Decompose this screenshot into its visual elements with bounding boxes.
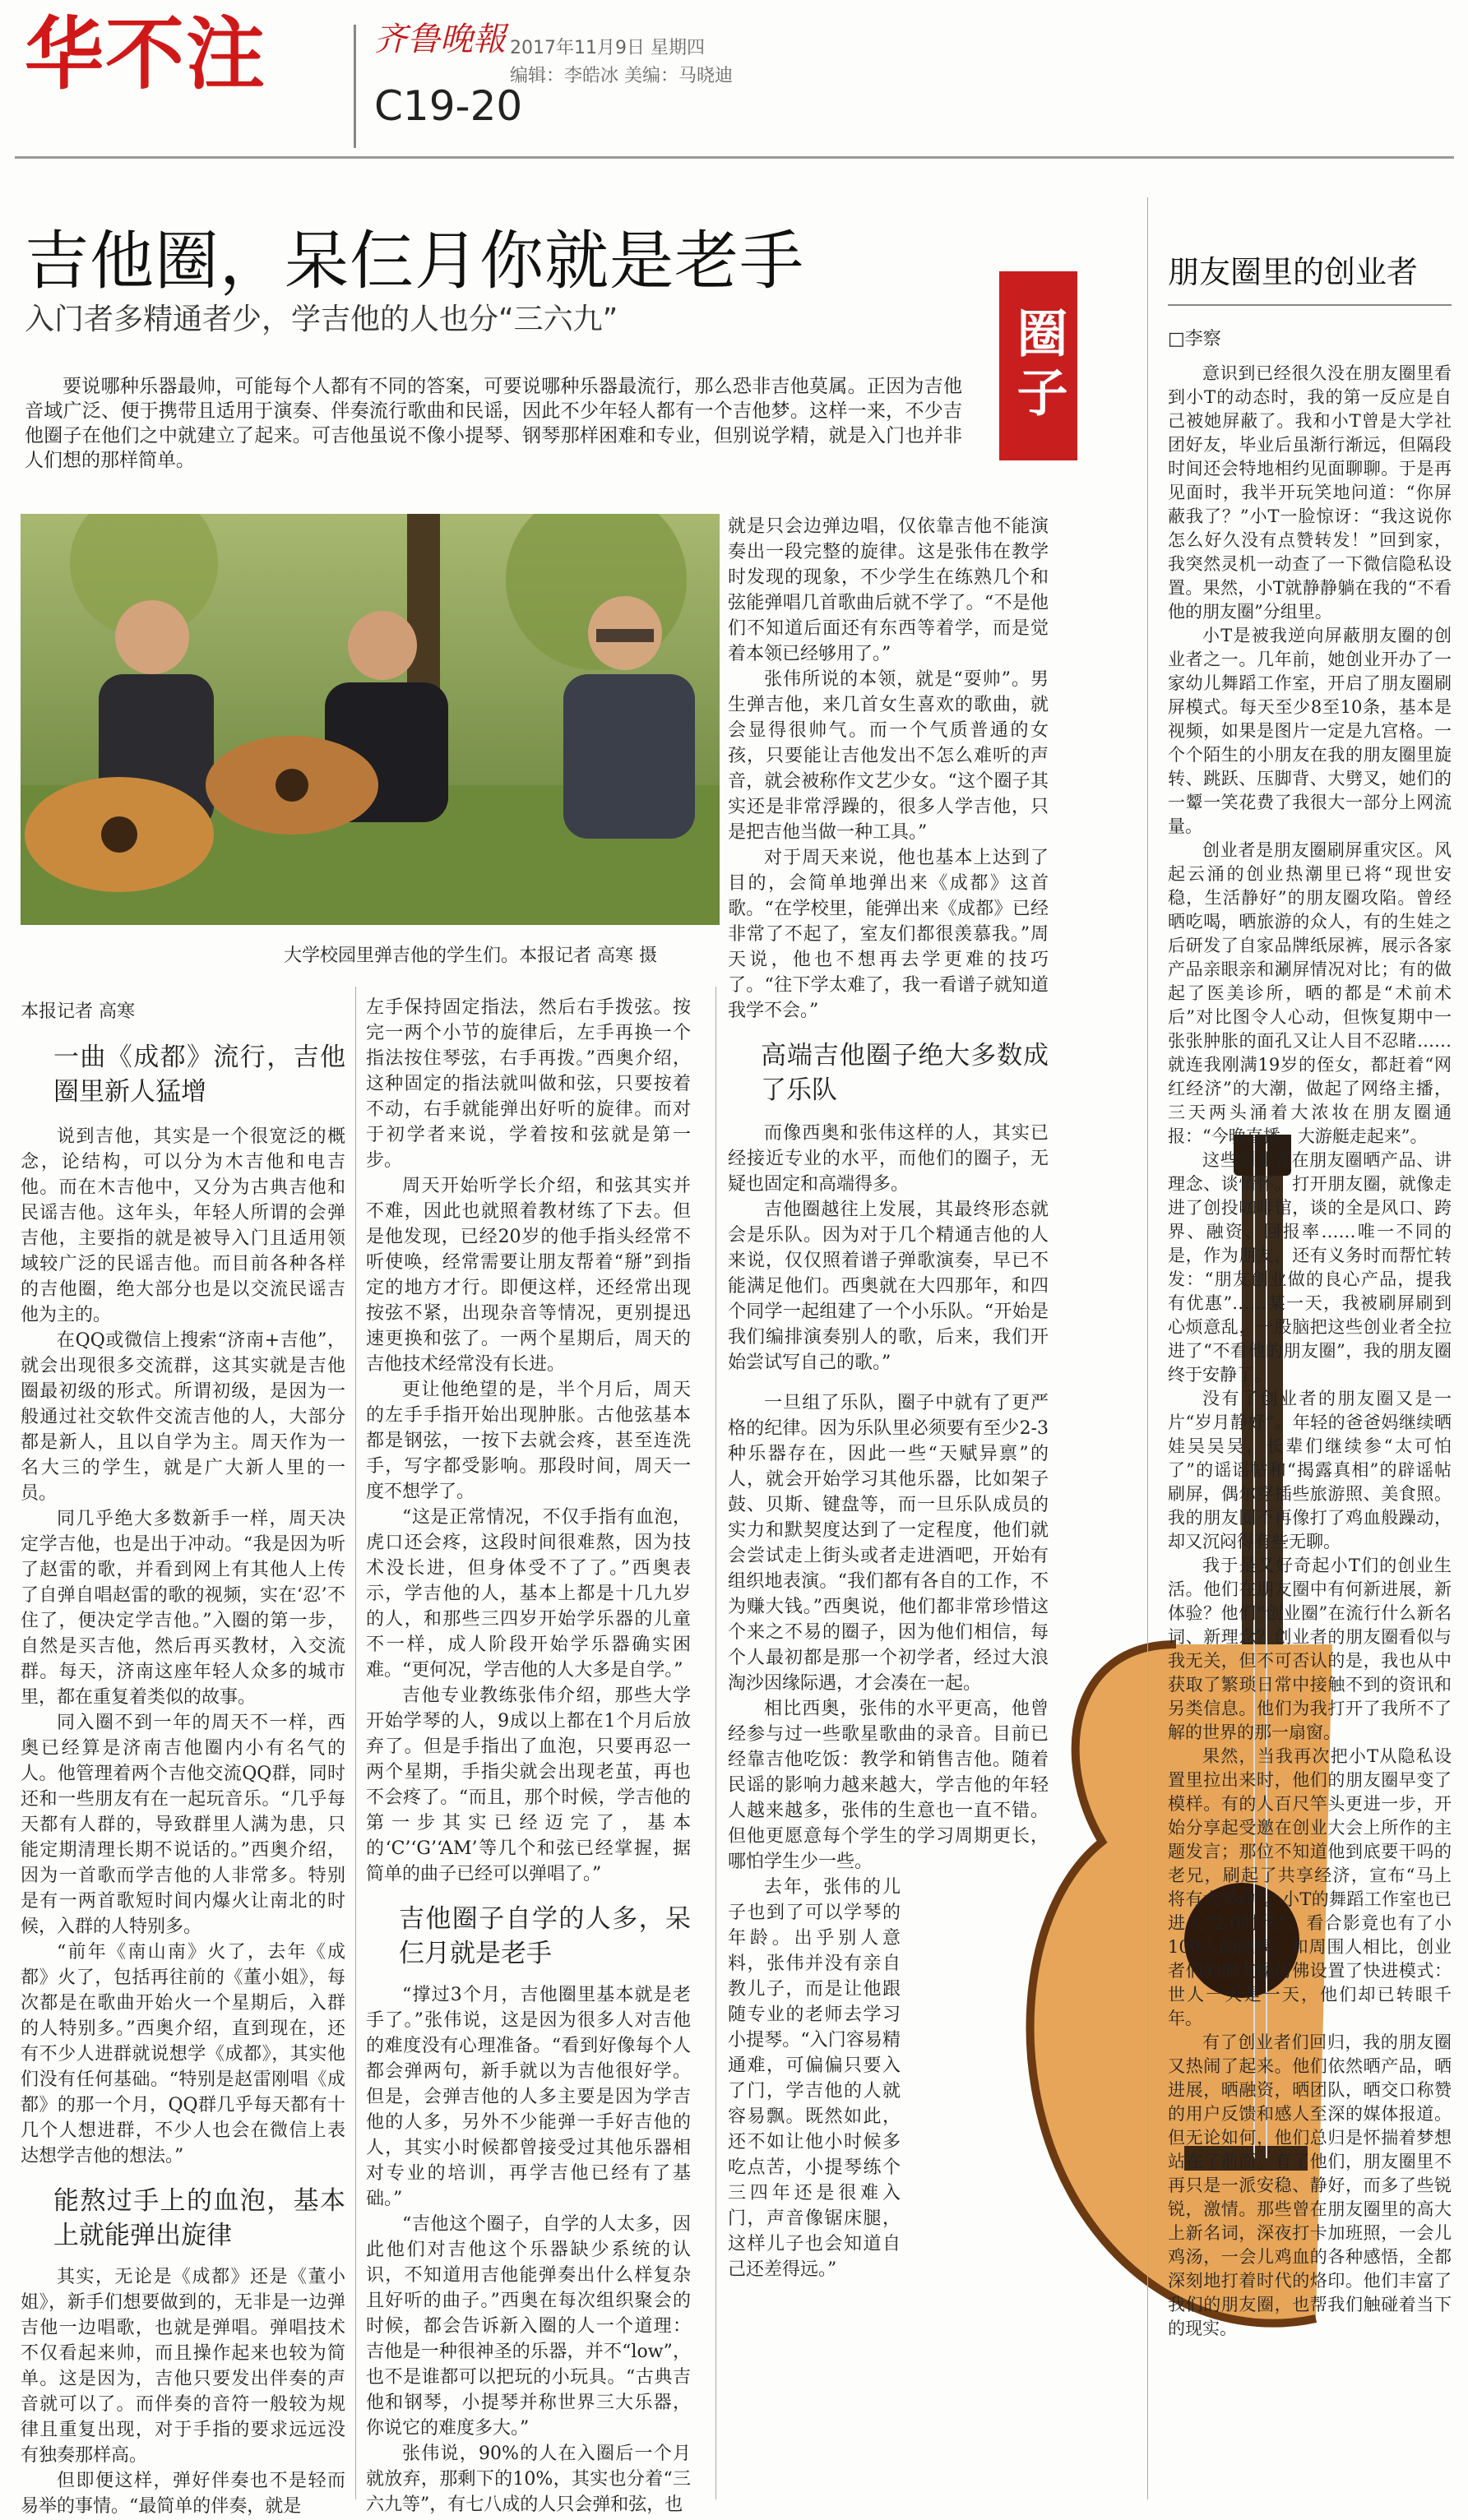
paragraph: “前年《南山南》火了，去年《成都》火了，包括再往前的《董小姐》，每次都是在歌曲开始火一个星期后，入群的人特别多。”西奥介绍，直到现在，还有不少人进群就说想学《成都》，其实他们没有任何基础。“特别是赵雷刚唱《成都》的那一个月，QQ群几乎每天都有十几个人想进群，不少人也会在微信上表达想学吉他的想法。” [21,1942,345,2166]
column-divider [715,987,716,2499]
column-3-narrow-block [728,1875,901,2282]
paragraph: 相比西奥，张伟的水平更高，他曾经参与过一些歌星歌曲的录音。目前已经靠吉他吃饭：教学和销售吉他。随着民谣的影响力越来越大，学吉他的年轻人越来越多，张伟的生意也一直不错。但他更愿意每个学生的学习周期更长，哪怕学生少一些。 [728,1699,1049,1872]
paragraph: 去年，张伟的儿子也到了可以学琴的年龄。出乎别人意料，张伟并没有亲自教儿子，而是让他跟随专业的老师去学习小提琴。“入门容易精通难，可偏偏只要入了门，学吉他的人就容易飘。既然如此，还不如让他小时候多吃点苦，小提琴练个三四年还是很难入门，声音像锯床腿，这样儿子也会知道自己还差得远。” [728,1877,901,2280]
paragraph: 没有了创业者的朋友圈又是一片“岁月静好”。年轻的爸爸妈继续晒娃吴吴吴，长辈们继续参“太可怕了”的谣谣帖和“揭露真相”的辟谣帖刷屏，偶尔穿插些旅游照、美食照。我的朋友圈不再像打了鸡血般躁动，却又沉闷得有些无聊。 [1168,1389,1452,1551]
paragraph: “撑过3个月，吉他圈里基本就是老手了。”张伟说，这是因为很多人对吉他的难度没有心理准备。“看到好像每个人都会弹两句，新手就以为吉他很好学。但是，会弹吉他的人多主要是因为学吉他的人多，另外不少能弹一手好吉他的人，其实小时候都曾接受过其他乐器相对专业的培训，再学吉他已经有了基础。” [366,1985,691,2209]
paragraph: 张伟所说的本领，就是“耍帅”。男生弹吉他，来几首女生喜欢的歌曲，就会显得很帅气。而一个气质普通的女孩，只要能让吉他发出不怎么难听的声音，就会被称作文艺少女。“这个圈子其实还是非常浮躁的，很多人学吉他，只是把吉他当做一种工具。” [728,669,1049,843]
students-guitar-photo [21,514,720,925]
paragraph: 同入圈不到一年的周天不一样，西奥已经算是济南吉他圈内小有名气的人。他管理着两个吉他交流QQ群，同时还和一些朋友有在一起玩音乐。“几乎每天都有人群的，导致群里人满为患，只能定期清理长期不说话的。”西奥介绍，因为一首歌而学吉他的人非常多。特别是有一两首歌短时间内爆火让南北的时候，入群的人特别多。 [21,1713,345,1937]
section-title: 华不注 [25,8,266,100]
paragraph: 左手保持固定指法，然后右手拨弦。按完一两个小节的旋律后，左手再换一个指法按住琴弦，右手再拨。”西奥介绍，这种固定的指法就叫做和弦，只要按着不动，右手就能弹出好听的旋律。而对于初学者来说，学着按和弦就是第一步。 [366,997,691,1171]
date-line: 2017年11月9日 星期四 [510,38,705,58]
paragraph: “吉他这个圈子，自学的人太多，因此他们对吉他这个乐器缺少系统的认识，不知道用吉他能弹奏出什么样复杂且好听的曲子。”西奥在每次组织聚会的时候，都会告诉新入圈的人一个道理：吉他是一种很神圣的乐器，并不“low”，也不是谁都可以把玩的小玩具。“古典吉他和钢琴，小提琴并称世界三大乐器，你说它的难度多大。” [366,2214,691,2439]
section-heading-1: 一曲《成都》流行，吉他圈里新人猛增 [53,1043,345,1107]
section-heading-4: 高端吉他圈子绝大多数成了乐队 [761,1041,1049,1105]
paragraph: 果然，当我再次把小T从隐私设置里拉出来时，他们的朋友圈早变了模样。有的人百尺竿头更进一步，开始分享起受邀在创业大会上所作的主题发言；那位不知道他到底要干吗的老兄，刷起了共享经济，宣布“马上将有大举动”。小T的舞蹈工作室也已进入“2.0时代”，看合影竟也有了小100人的规模。和周围人相比，创业者们的朋友圈仿佛设置了快进模式：世人一天是一天，他们却已转眼千年。 [1168,1746,1452,2028]
paragraph: 创业者是朋友圈刷屏重灾区。风起云涌的创业热潮里已将“现世安稳，生活静好”的朋友圈攻陷。曾经晒吃喝，晒旅游的众人，有的生娃之后研发了自家品牌纸尿裤，展示各家产品亲眼亲和涮屏情况对比；有的做起了医美诊所，晒的都是“术前术后”对比图令人心动，但恢复期中一张张肿胀的面孔又让人目不忍睹……就连我刚满19岁的侄女，都赶着“网红经济”的大潮，做起了网络主播，三天两头涌着大浓妆在朋友圈通报：“今晚直播，大游艇走起来”。 [1168,840,1452,1146]
article-column-1 [21,1040,345,2519]
paragraph: 意识到已经很久没在朋友圈里看到小T的动态时，我的第一反应是自己被她屏蔽了。我和小T曾是大学社团好友，毕业后虽渐行渐远，但隔段时间还会特地相约见面聊聊。于是再见面时，我半开玩笑地问道：“你屏蔽我了？”小T一脸惊讶：“我这说你怎么好久没有点赞转发！”回到家，我突然灵机一动查了一下微信隐私设置。果然，小T就静静躺在我的“不看他的朋友圈”分组里。 [1168,363,1452,622]
paragraph: 同几乎绝大多数新手一样，周天决定学吉他，也是出于冲动。“我是因为听了赵雷的歌，并看到网上有其他人上传了自弹自唱赵雷的歌的视频，实在‘忍’不住了，便决定学吉他。”入圈的第一步，自然是买吉他，然后再买教材，入交流群。每天，济南这座年轻人众多的城市里，都在重复着类似的故事。 [21,1509,345,1708]
paragraph: 说到吉他，其实是一个很宽泛的概念，论结构，可以分为木吉他和电吉他。而在木吉他中，又分为古典吉他和民谣吉他。这年头，年轻人所谓的会弹吉他，主要指的就是被导入门且适用领域较广泛的民谣吉他。而目前各种各样的吉他圈，绝大部分也是以交流民谣吉他为主的。 [21,1126,345,1325]
paragraph: 在QQ或微信上搜索“济南+吉他”，就会出现很多交流群，这其实就是吉他圈最初级的形式。所谓初级，是因为一般通过社交软件交流吉他的人，大部分都是新人，且以自学为主。周天作为一名大三的学生，就是广大新人里的一员。 [21,1330,345,1504]
sidebar-title: 朋友圈里的创业者 [1168,254,1419,290]
paragraph: 但即便这样，弹好伴奏也不是轻而易举的事情。“最简单的伴奏，就是 [21,2471,345,2517]
article-lead: 要说哪种乐器最帅，可能每个人都有不同的答案，可要说哪种乐器最流行，那么恐非吉他莫属。正因为吉他音域广泛、便于携带且适用于演奏、伴奏流行歌曲和民谣，因此不少年轻人都有一个吉他梦。这样一来，不少吉他圈子在他们之中就建立了起来。可吉他虽说不像小提琴、钢琴那样困难和专业，但别说学精，就是入门也并非人们想的那样简单。 [25,376,962,471]
column-divider [355,987,356,2499]
article-headline: 吉他圈，呆仨月你就是老手 [25,224,805,298]
header-rule [15,156,1454,159]
paragraph: 就是只会边弹边唱，仅依靠吉他不能演奏出一段完整的旋律。这是张伟在教学时发现的现象，不少学生在练熟几个和弦能弹唱几首歌曲后就不学了。“不是他们不知道后面还有东西等着学，而是觉着本领已经够用了。” [728,516,1049,664]
paragraph: 其实，无论是《成都》还是《董小姐》，新手们想要做到的，无非是一边弹吉他一边唱歌，也就是弹唱。弹唱技术不仅看起来帅，而且操作起来也较为简单。这是因为，吉他只要发出伴奏的声音就可以了。而伴奏的音符一般较为规律且重复出现，对于手指的要求远远没有独奏那样高。 [21,2267,345,2466]
sidebar-divider [1147,197,1148,2499]
paragraph: 小T是被我逆向屏蔽朋友圈的创业者之一。几年前，她创业开办了一家幼儿舞蹈工作室，开启了朋友圈刷屏模式。每天至少8至10条，基本是视频，如果是图片一定是九宫格。一个个陌生的小朋友在我的朋友圈里旋转、跳跃、压脚背、大劈叉，她们的一颦一笑花费了我很大一部分上网流量。 [1168,626,1452,836]
page-numbers: C19-20 [374,82,523,130]
paragraph: 对于周天来说，他也基本上达到了目的，会简单地弹出来《成都》这首歌。“在学校里，能弹出来《成都》已经非常了不起了，室友们都很羡慕我。”周天说，他也不想再去学更难的技巧了。“往下学太难了，我一看谱子就知道我学不会。” [728,848,1049,1021]
photo-caption: 大学校园里弹吉他的学生们。本报记者 高寒 摄 [284,946,657,966]
sidebar-rule [1168,304,1452,306]
issue-meta [510,35,733,90]
paragraph: “这是正常情况，不仅手指有血泡，虎口还会疼，这段时间很难熬，因为技术没长进，但身体受不了了。”西奥表示，学吉他的人，基本上都是十几九岁的人，和那些三四岁开始学乐器的儿童不一样，成人阶段开始学乐器确实困难。“更何况，学吉他的人大多是自学。” [366,1507,691,1681]
article-column-2 [366,995,691,2518]
masthead-divider [354,25,356,148]
paragraph: 更让他绝望的是，半个月后，周天的左手手指开始出现肿胀。古他弦基本都是钢弦，一按下去就会疼，甚至连洗手，写字都受影响。那段时间，周天一度不想学了。 [366,1380,691,1502]
article-subheadline: 入门者多精通者少，学吉他的人也分“三六九” [25,303,618,336]
paragraph: 这些创业者在朋友圈晒产品、讲理念、谈情怀。打开朋友圈，就像走进了创投咖啡馆，谈的全是风口、跨界、融资、回报率……唯一不同的是，作为朋友，还有义务时而帮忙转发：“朋友创业做的良心产品，提我有优惠”……某一天，我被刷屏刷到心烦意乱，一股脑把这些创业者全拉进了“不看他的朋友圈”，我的朋友圈终于安静了。 [1168,1150,1452,1385]
paragraph: 我于是又好奇起小T们的创业生活。他们在朋友圈中有何新进展，新体验？他们“创业圈”在流行什么新名词、新理念？创业者的朋友圈看似与我无关，但不可否认的是，我也从中获取了繁琐日常中接触不到的资讯和另类信息。他们为我打开了我所不了解的世界的那一扇窗。 [1168,1556,1452,1742]
column-badge: 圈子 [999,271,1077,460]
paragraph: 周天开始听学长介绍，和弦其实并不难，因此也就照着教材练了下去。但是他发现，已经20岁的他手指头经常不听使唤，经常需要让朋友帮着“掰”到指定的地方才行。即便这样，还经常出现按弦不紧，出现杂音等情况，更别提迅速更换和弦了。一两个星期后，周天的吉他技术经常没有长进。 [366,1176,691,1375]
paragraph: 而像西奥和张伟这样的人，其实已经接近专业的水平，而他们的圈子，无疑也固定和高端得多。 [728,1123,1049,1195]
editors-line: 编辑：李皓冰 美编：马晓迪 [510,66,733,86]
photo-illustration [21,514,720,925]
article-column-3 [728,514,1049,2282]
paragraph: 张伟说，90%的人在入圈后一个月就放弃，那剩下的10%，其实也分着“三六九等”，有七八成的人只会弹和弦，也 [366,2444,691,2515]
sidebar-column [1168,362,1452,2341]
sidebar-author: □李察 [1168,329,1221,349]
section-heading-3: 吉他圈子自学的人多，呆仨月就是老手 [399,1904,691,1968]
paragraph: 吉他专业教练张伟介绍，那些大学开始学琴的人，9成以上都在1个月后放弃了。但是手指出了血泡，只要再忍一两个星期，手指尖就会出现老茧，再也不会疼了。“而且，那个时候，学吉他的第一步其实已经迈完了，基本的‘C’‘G’‘AM’等几个和弦已经掌握，据简单的曲子已经可以弹唱了。” [366,1685,691,1884]
paragraph: 有了创业者们回归，我的朋友圈又热闹了起来。他们依然晒产品，晒进展，晒融资，晒团队，晒交口称赞的用户反馈和感人至深的媒体报道。但无论如何，他们总归是怀揣着梦想站在了前面。有了他们，朋友圈里不再只是一派安稳、静好，而多了些锐锐，激情。那些曾在朋友圈里的高大上新名词，深夜打卡加班照，一会儿鸡汤，一会儿鸡血的各种感悟，全都深刻地打着时代的烙印。他们丰富了我们的朋友圈，也帮我们触碰着当下的现实。 [1168,2032,1452,2338]
newspaper-logo: 齐鲁晚報 [374,21,506,58]
reporter-byline: 本报记者 高寒 [21,1001,135,1022]
paragraph: 吉他圈越往上发展，其最终形态就会是乐队。因为对于几个精通吉他的人来说，仅仅照着谱子弹歌演奏，早已不能满足他们。西奥就在大四那年，和四个同学一起组建了一个小乐队。“开始是我们编排演奏别人的歌，后来，我们开始尝试写自己的歌。” [728,1200,1049,1373]
paragraph: 一旦组了乐队，圈子中就有了更严格的纪律。因为乐队里必须要有至少2-3种乐器存在，因此一些“天赋异禀”的人，就会开始学习其他乐器，比如架子鼓、贝斯、键盘等，而一旦乐队成员的实力和默契度达到了一定程度，他们就会尝试走上街头或者走进酒吧，开始有组织地表演。“我们都有各自的工作，不为赚大钱。”西奥说，他们都非常珍惜这个来之不易的圈子，因为他们相信，每个人最初都是那一个初学者，经过大浪淘沙因缘际遇，才会凑在一起。 [728,1393,1049,1694]
section-heading-2: 能熬过手上的血泡，基本上就能弹出旋律 [53,2186,345,2250]
